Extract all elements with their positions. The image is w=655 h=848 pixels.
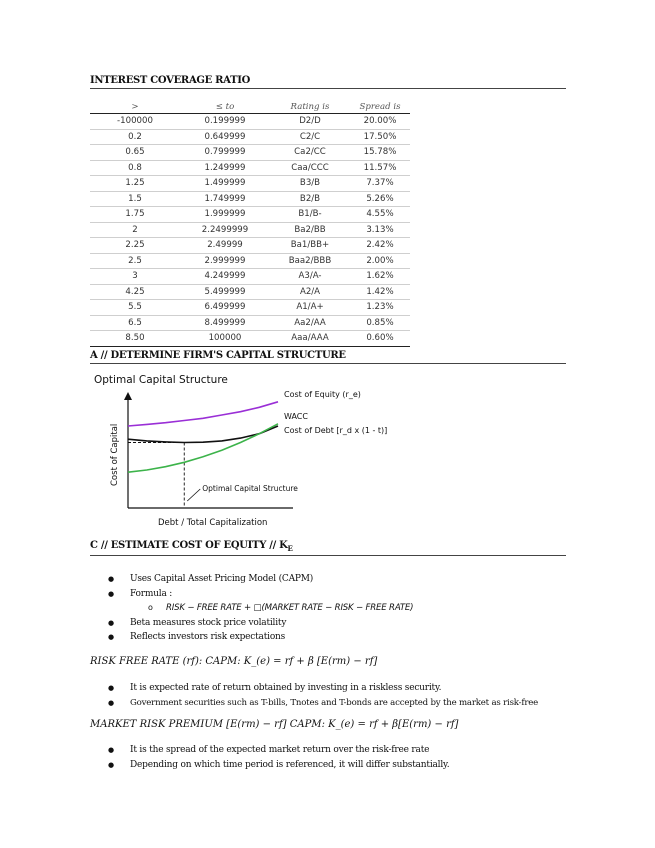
cell-lower-bound: 0.2 bbox=[90, 129, 180, 145]
table-row bbox=[90, 300, 410, 316]
table-row bbox=[90, 160, 410, 176]
cell-lower-bound: 2 bbox=[90, 222, 180, 238]
optimal-capital-structure-chart bbox=[88, 368, 408, 533]
column-header-less-equal: ≤ to bbox=[180, 100, 270, 114]
cell-upper-bound: 4.249999 bbox=[180, 269, 270, 285]
x-axis-label: Debt / Total Capitalization bbox=[158, 518, 268, 528]
risk-free-rate-formula: RISK FREE RATE (rf): CAPM: K_(e) = rf + β [E(rm) − rf] bbox=[90, 656, 378, 667]
formula-sub-item: o RISK − FREE RATE + □(MARKET RATE − RISK − FREE RATE) bbox=[108, 601, 413, 616]
list-item: ● It is the spread of the expected market return over the risk-free rate bbox=[108, 743, 449, 758]
cell-rating: Ba1/BB+ bbox=[270, 238, 350, 254]
market-risk-premium-formula: MARKET RISK PREMIUM [E(rm) − rf] CAPM: K_(e) = rf + β[E(rm) − rf] bbox=[90, 719, 459, 730]
table-row bbox=[90, 145, 410, 161]
list-item: ● Government securities such as T-bills, Tnotes and T-bonds are accepted by the market as risk-free bbox=[108, 696, 538, 711]
series-line-cost-of-equity bbox=[128, 402, 278, 426]
annotation-optimal: Optimal Capital Structure bbox=[202, 484, 298, 493]
section-heading-cost-of-equity bbox=[90, 540, 566, 556]
table-row bbox=[90, 238, 410, 254]
table-row bbox=[90, 176, 410, 192]
cell-lower-bound: 2.5 bbox=[90, 253, 180, 269]
table-row bbox=[90, 284, 410, 300]
cell-upper-bound: 2.49999 bbox=[180, 238, 270, 254]
cell-upper-bound: 1.499999 bbox=[180, 176, 270, 192]
cell-lower-bound: 0.8 bbox=[90, 160, 180, 176]
list-item: ● It is expected rate of return obtained by investing in a riskless security. bbox=[108, 681, 538, 696]
cell-rating: Ca2/CC bbox=[270, 145, 350, 161]
cell-lower-bound: 3 bbox=[90, 269, 180, 285]
cell-spread: 17.50% bbox=[350, 129, 410, 145]
table-row bbox=[90, 269, 410, 285]
cell-upper-bound: 2.999999 bbox=[180, 253, 270, 269]
cell-rating: A2/A bbox=[270, 284, 350, 300]
table-header-row bbox=[90, 100, 410, 114]
series-line-cost-of-debt bbox=[128, 424, 278, 472]
legend-label-cost-of-debt: Cost of Debt [r_d x (1 - t)] bbox=[284, 425, 388, 435]
cell-spread: 15.78% bbox=[350, 145, 410, 161]
cell-spread: 1.23% bbox=[350, 300, 410, 316]
cell-spread: 1.42% bbox=[350, 284, 410, 300]
cell-rating: Ba2/BB bbox=[270, 222, 350, 238]
cell-rating: D2/D bbox=[270, 114, 350, 130]
cell-lower-bound: 2.25 bbox=[90, 238, 180, 254]
legend-label-cost-of-equity: Cost of Equity (r_e) bbox=[284, 389, 361, 399]
cell-rating: Aaa/AAA bbox=[270, 331, 350, 347]
cost-of-equity-bullets bbox=[108, 572, 413, 645]
table-row bbox=[90, 129, 410, 145]
column-header-rating: Rating is bbox=[270, 100, 350, 114]
table-row bbox=[90, 114, 410, 130]
y-axis-label: Cost of Capital bbox=[110, 423, 120, 486]
cell-rating: Baa2/BBB bbox=[270, 253, 350, 269]
cell-lower-bound: -100000 bbox=[90, 114, 180, 130]
table-row bbox=[90, 207, 410, 223]
cell-upper-bound: 1.249999 bbox=[180, 160, 270, 176]
annotation-leader bbox=[187, 489, 200, 501]
market-premium-bullets bbox=[108, 743, 449, 772]
cell-rating: Aa2/AA bbox=[270, 315, 350, 331]
cell-spread: 2.42% bbox=[350, 238, 410, 254]
legend-label-wacc: WACC bbox=[284, 412, 308, 421]
cell-spread: 20.00% bbox=[350, 114, 410, 130]
cell-spread: 2.00% bbox=[350, 253, 410, 269]
list-item: ● Beta measures stock price volatility bbox=[108, 616, 413, 631]
cell-spread: 0.60% bbox=[350, 331, 410, 347]
cell-lower-bound: 1.75 bbox=[90, 207, 180, 223]
cell-lower-bound: 6.5 bbox=[90, 315, 180, 331]
section-heading-capital-structure: A // DETERMINE FIRM'S CAPITAL STRUCTURE bbox=[90, 350, 566, 364]
cell-lower-bound: 8.50 bbox=[90, 331, 180, 347]
cell-upper-bound: 2.2499999 bbox=[180, 222, 270, 238]
cell-rating: A3/A- bbox=[270, 269, 350, 285]
cell-lower-bound: 4.25 bbox=[90, 284, 180, 300]
table-row bbox=[90, 253, 410, 269]
cell-spread: 5.26% bbox=[350, 191, 410, 207]
column-header-spread: Spread is bbox=[350, 100, 410, 114]
cost-of-equity-heading-text: C // ESTIMATE COST OF EQUITY // K bbox=[90, 540, 288, 551]
cell-upper-bound: 8.499999 bbox=[180, 315, 270, 331]
cell-rating: B1/B- bbox=[270, 207, 350, 223]
cell-spread: 3.13% bbox=[350, 222, 410, 238]
table-row bbox=[90, 315, 410, 331]
cell-spread: 1.62% bbox=[350, 269, 410, 285]
list-item: ● Depending on which time period is referenced, it will differ substantially. bbox=[108, 758, 449, 773]
cell-lower-bound: 1.25 bbox=[90, 176, 180, 192]
cell-rating: C2/C bbox=[270, 129, 350, 145]
cell-upper-bound: 1.749999 bbox=[180, 191, 270, 207]
table-row bbox=[90, 222, 410, 238]
cell-rating: B2/B bbox=[270, 191, 350, 207]
section-heading-interest-coverage: INTEREST COVERAGE RATIO bbox=[90, 75, 566, 89]
cell-lower-bound: 0.65 bbox=[90, 145, 180, 161]
cell-spread: 11.57% bbox=[350, 160, 410, 176]
cell-spread: 4.55% bbox=[350, 207, 410, 223]
cell-rating: A1/A+ bbox=[270, 300, 350, 316]
cell-upper-bound: 0.649999 bbox=[180, 129, 270, 145]
interest-coverage-table bbox=[90, 100, 410, 347]
cell-lower-bound: 1.5 bbox=[90, 191, 180, 207]
list-item: ● Uses Capital Asset Pricing Model (CAPM) bbox=[108, 572, 413, 587]
cell-upper-bound: 5.499999 bbox=[180, 284, 270, 300]
risk-free-bullets bbox=[108, 681, 538, 710]
table-row bbox=[90, 331, 410, 347]
column-header-greater: > bbox=[90, 100, 180, 114]
cell-upper-bound: 0.799999 bbox=[180, 145, 270, 161]
chart-title: Optimal Capital Structure bbox=[94, 374, 228, 386]
cost-of-equity-subscript: E bbox=[287, 544, 293, 553]
cell-rating: B3/B bbox=[270, 176, 350, 192]
table-row bbox=[90, 191, 410, 207]
cell-spread: 0.85% bbox=[350, 315, 410, 331]
list-item: ● Formula : bbox=[108, 587, 413, 602]
cell-upper-bound: 100000 bbox=[180, 331, 270, 347]
cell-spread: 7.37% bbox=[350, 176, 410, 192]
y-axis-arrow bbox=[124, 392, 132, 400]
cell-upper-bound: 1.999999 bbox=[180, 207, 270, 223]
series-line-wacc bbox=[128, 426, 278, 443]
list-item: ● Reflects investors risk expectations bbox=[108, 630, 413, 645]
cell-rating: Caa/CCC bbox=[270, 160, 350, 176]
cell-upper-bound: 0.199999 bbox=[180, 114, 270, 130]
cell-lower-bound: 5.5 bbox=[90, 300, 180, 316]
cell-upper-bound: 6.499999 bbox=[180, 300, 270, 316]
